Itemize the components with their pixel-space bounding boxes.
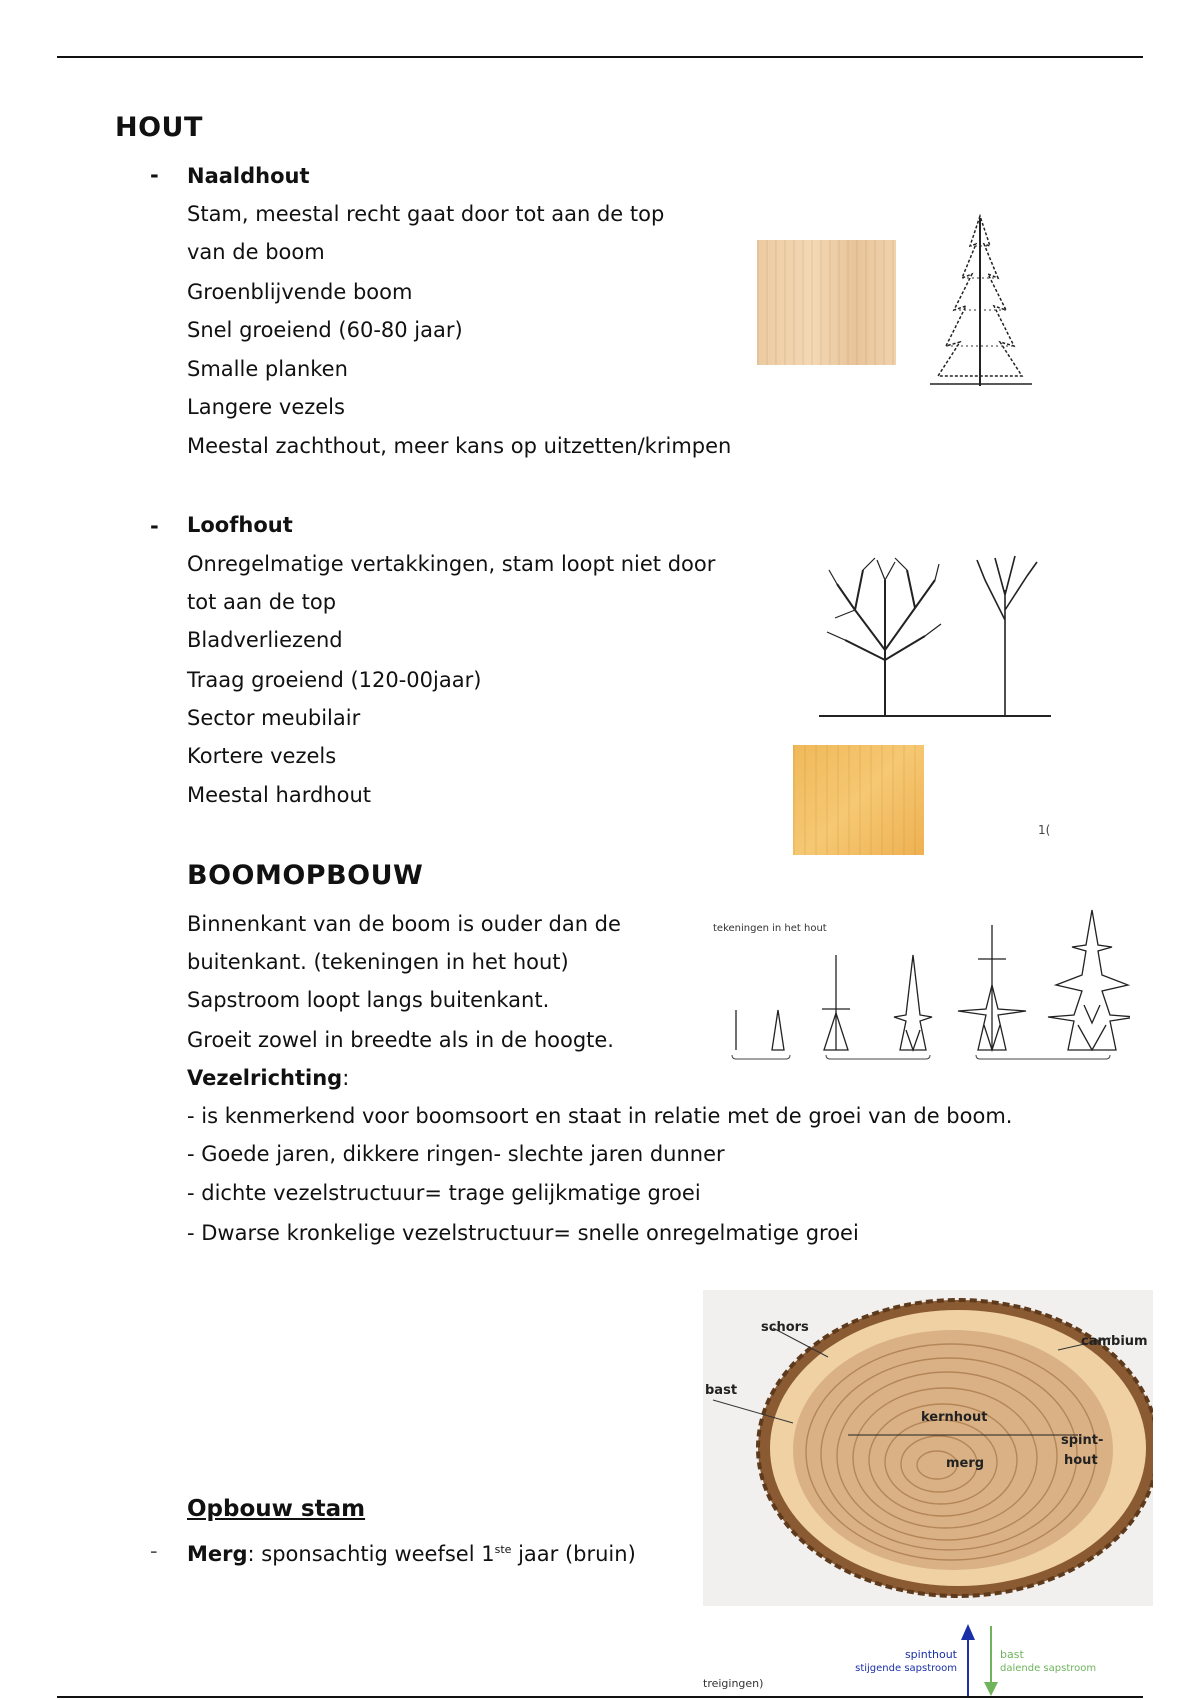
section-title-boomopbouw: BOOMOPBOUW (187, 860, 424, 891)
vezelrichting-colon: : (342, 1066, 350, 1090)
loofhout-line: Onregelmatige vertakkingen, stam loopt niet door (187, 552, 716, 576)
bullet-dash: - (150, 163, 159, 187)
boomopbouw-line: Groeit zowel in breedte als in de hoogte. (187, 1028, 614, 1052)
label-cambium: cambium (1081, 1334, 1148, 1349)
merg-line (187, 1537, 636, 1567)
vezelrichting-line: - dichte vezelstructuur= trage gelijkmatige groei (187, 1181, 701, 1205)
softwood-sample-image (757, 240, 896, 365)
loofhout-line: Bladverliezend (187, 628, 343, 652)
hardwood-sample-image (793, 745, 924, 855)
boomopbouw-line: Binnenkant van de boom is ouder dan de (187, 912, 621, 936)
naaldhout-line: van de boom (187, 240, 325, 264)
label-schors: schors (761, 1320, 809, 1335)
growth-diagram (730, 905, 1130, 1065)
vezelrichting-heading (187, 1065, 349, 1091)
label-spint: spint- (1061, 1433, 1104, 1448)
deciduous-trees-image (815, 540, 1055, 722)
heading-opbouw-stam: Opbouw stam (187, 1496, 366, 1522)
naaldhout-line: Meestal zachthout, meer kans op uitzetten/krimpen (187, 434, 732, 458)
loofhout-line: tot aan de top (187, 590, 337, 614)
merg-text-before: : sponsachtig weefsel 1 (247, 1542, 495, 1566)
loofhout-line: Sector meubilair (187, 706, 361, 730)
naaldhout-line: Snel groeiend (60-80 jaar) (187, 318, 463, 342)
trunk-cross-section-image (703, 1290, 1153, 1606)
page-mark: 1( (1038, 823, 1051, 837)
naaldhout-line: Stam, meestal recht gaat door tot aan de top (187, 202, 665, 226)
sapflow-diagram (703, 1620, 1153, 1696)
conifer-tree-image (920, 208, 1040, 390)
vezelrichting-line: - Dwarse kronkelige vezelstructuur= snelle onregelmatige groei (187, 1221, 859, 1245)
naaldhout-line: Smalle planken (187, 357, 348, 381)
label-merg: merg (946, 1456, 985, 1471)
loofhout-line: Kortere vezels (187, 744, 337, 768)
section-title-hout: HOUT (115, 112, 203, 143)
loofhout-line: Meestal hardhout (187, 783, 371, 807)
heading-loofhout: Loofhout (187, 513, 293, 537)
label-bast: bast (705, 1383, 738, 1398)
top-rule (57, 56, 1143, 58)
vezelrichting-line: - is kenmerkend voor boomsoort en staat in relatie met de groei van de boom. (187, 1104, 1013, 1128)
merg-sup: ste (494, 1543, 512, 1556)
boomopbouw-line: buitenkant. (tekeningen in het hout) (187, 950, 569, 974)
vezelrichting-label: Vezelrichting (187, 1066, 343, 1090)
label-kernhout: kernhout (921, 1410, 988, 1425)
flow-cut-text: treigingen) (703, 1677, 764, 1690)
flow-stijgende: stijgende sapstroom (855, 1663, 957, 1674)
vezelrichting-line: - Goede jaren, dikkere ringen- slechte jaren dunner (187, 1142, 725, 1166)
heading-naaldhout: Naaldhout (187, 164, 310, 188)
bullet-dash: - (150, 1539, 158, 1563)
naaldhout-line: Groenblijvende boom (187, 280, 413, 304)
label-hout: hout (1064, 1453, 1098, 1468)
bottom-rule (57, 1696, 1143, 1698)
naaldhout-line: Langere vezels (187, 395, 345, 419)
bullet-dash: - (150, 514, 159, 538)
loofhout-line: Traag groeiend (120-00jaar) (187, 668, 482, 692)
merg-text-after: jaar (bruin) (511, 1542, 636, 1566)
flow-bast: bast (1000, 1648, 1024, 1661)
boomopbouw-line: Sapstroom loopt langs buitenkant. (187, 988, 550, 1012)
growth-diagram-caption: tekeningen in het hout (713, 923, 827, 934)
merg-label: Merg (187, 1542, 248, 1566)
flow-spinthout: spinthout (904, 1648, 957, 1661)
flow-dalende: dalende sapstroom (1000, 1663, 1097, 1674)
